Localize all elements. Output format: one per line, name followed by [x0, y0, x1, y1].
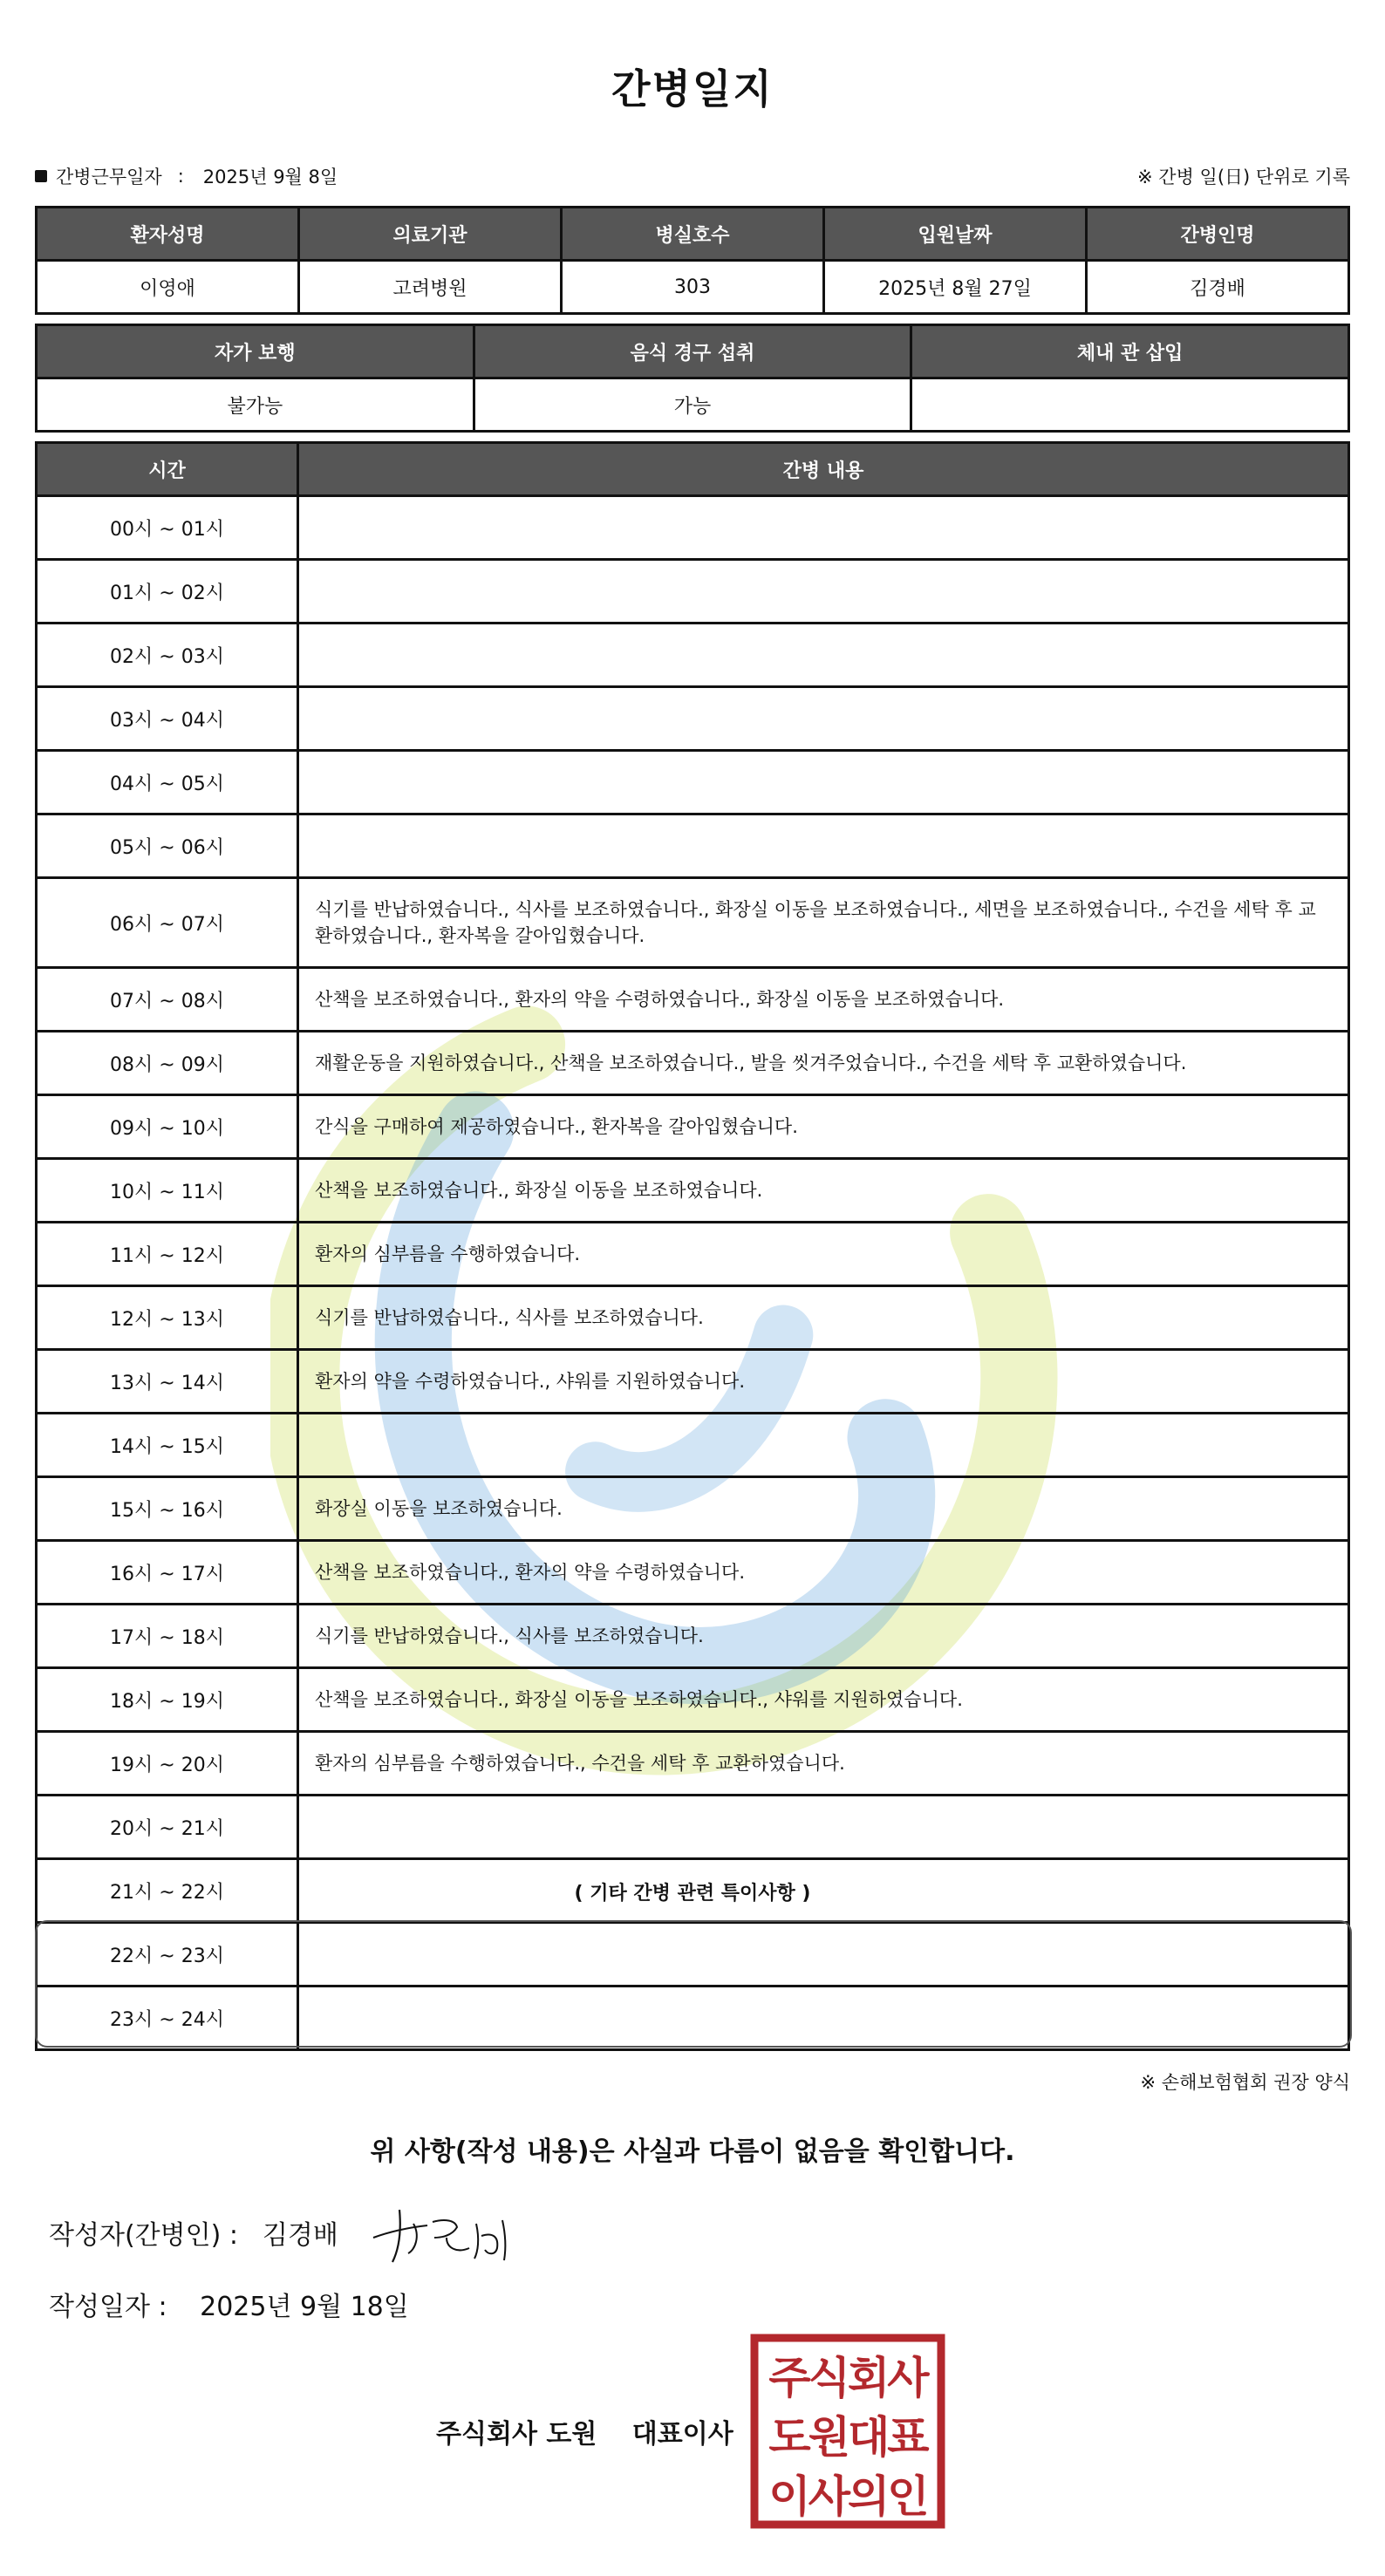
table-row	[37, 1350, 1349, 1414]
care-content-cell	[298, 1796, 1349, 1859]
table-row	[37, 1796, 1349, 1859]
care-content-cell	[298, 624, 1349, 687]
care-content-cell: 산책을 보조하였습니다., 환자의 약을 수령하였습니다., 화장실 이동을 보조하였습니다.	[298, 968, 1349, 1032]
work-date-separator: :	[177, 166, 184, 187]
time-cell: 05시 ~ 06시	[37, 814, 298, 878]
care-content-cell	[298, 496, 1349, 560]
table-row	[37, 496, 1349, 560]
table-row	[37, 878, 1349, 968]
time-cell: 13시 ~ 14시	[37, 1350, 298, 1414]
table-row	[37, 624, 1349, 687]
header-patient-name: 환자성명	[37, 208, 299, 261]
room-number: 303	[562, 261, 824, 314]
time-cell: 06시 ~ 07시	[37, 878, 298, 968]
company-name: 주식회사 도원	[436, 2419, 597, 2450]
confirm-statement: 위 사항(작성 내용)은 사실과 다름이 없음을 확인합니다.	[370, 2136, 1015, 2167]
table-row	[37, 1414, 1349, 1477]
time-cell: 20시 ~ 21시	[37, 1796, 298, 1859]
care-content-cell: 식기를 반납하였습니다., 식사를 보조하였습니다., 화장실 이동을 보조하였습니다., 세면을 보조하였습니다., 수건을 세탁 후 교환하였습니다., 환자복을 갈아입혔습니다.	[298, 878, 1349, 968]
oral-intake: 가능	[474, 378, 911, 432]
time-cell: 14시 ~ 15시	[37, 1414, 298, 1477]
header-tube-insertion: 체내 관 삽입	[911, 325, 1349, 378]
care-content-cell: 간식을 구매하여 제공하였습니다., 환자복을 갈아입혔습니다.	[298, 1095, 1349, 1159]
header-care-content: 간병 내용	[298, 443, 1349, 496]
writer-name: 김경배	[262, 2220, 338, 2251]
care-content-cell	[298, 1859, 1349, 1923]
care-content-cell: 식기를 반납하였습니다., 식사를 보조하였습니다.	[298, 1286, 1349, 1350]
care-log-table	[35, 441, 1350, 2051]
work-date-label: 간병근무일자	[56, 167, 162, 187]
table-row	[37, 814, 1349, 878]
table-row	[37, 560, 1349, 624]
patient-name: 이영애	[37, 261, 299, 314]
care-content-cell: 환자의 심부름을 수행하였습니다.	[298, 1223, 1349, 1286]
time-cell: 17시 ~ 18시	[37, 1605, 298, 1668]
care-content-cell: 산책을 보조하였습니다., 화장실 이동을 보조하였습니다., 샤워를 지원하였습니다.	[298, 1668, 1349, 1732]
header-room-number: 병실호수	[562, 208, 824, 261]
care-content-cell	[298, 1414, 1349, 1477]
table-row	[37, 1605, 1349, 1668]
signature-image	[366, 2198, 532, 2267]
company-title: 대표이사	[631, 2419, 733, 2450]
header-time: 시간	[37, 443, 298, 496]
care-content-cell	[298, 560, 1349, 624]
svg-text:도원대표: 도원대표	[768, 2412, 927, 2463]
time-cell: 21시 ~ 22시	[37, 1859, 298, 1923]
work-date-value: 2025년 9월 8일	[202, 167, 338, 187]
svg-text:이사의인: 이사의인	[768, 2471, 927, 2522]
care-content-cell	[298, 1923, 1349, 1987]
time-cell: 23시 ~ 24시	[37, 1987, 298, 2050]
care-content-cell	[298, 1987, 1349, 2050]
table-row	[37, 1032, 1349, 1095]
hospital: 고려병원	[299, 261, 562, 314]
recommend-note: ※ 손해보험협회 권장 양식	[1140, 2072, 1350, 2093]
care-content-cell: 식기를 반납하였습니다., 식사를 보조하였습니다.	[298, 1605, 1349, 1668]
table-row	[37, 1095, 1349, 1159]
patient-condition-table	[35, 324, 1350, 433]
company-line	[436, 2412, 733, 2450]
table-row	[37, 1541, 1349, 1605]
time-cell: 16시 ~ 17시	[37, 1541, 298, 1605]
time-cell: 03시 ~ 04시	[37, 687, 298, 751]
care-content-cell: 환자의 심부름을 수행하였습니다., 수건을 세탁 후 교환하였습니다.	[298, 1732, 1349, 1796]
company-seal-image	[750, 2334, 945, 2529]
table-row	[37, 751, 1349, 814]
table-row	[37, 1223, 1349, 1286]
time-cell: 12시 ~ 13시	[37, 1286, 298, 1350]
care-content-cell: 산책을 보조하였습니다., 화장실 이동을 보조하였습니다.	[298, 1159, 1349, 1223]
square-bullet-icon	[35, 170, 47, 182]
time-cell: 10시 ~ 11시	[37, 1159, 298, 1223]
header-hospital: 의료기관	[299, 208, 562, 261]
written-date-label: 작성일자 :	[49, 2292, 167, 2322]
time-cell: 09시 ~ 10시	[37, 1095, 298, 1159]
time-cell: 18시 ~ 19시	[37, 1668, 298, 1732]
table-row	[37, 1286, 1349, 1350]
header-admission-date: 입원날짜	[824, 208, 1087, 261]
caregiver-name: 김경배	[1087, 261, 1349, 314]
care-content-cell: 환자의 약을 수령하였습니다., 샤워를 지원하였습니다.	[298, 1350, 1349, 1414]
tube-insertion	[911, 378, 1349, 432]
admission-date: 2025년 8월 27일	[824, 261, 1087, 314]
table-row	[37, 687, 1349, 751]
time-cell: 11시 ~ 12시	[37, 1223, 298, 1286]
care-content-cell: 재활운동을 지원하였습니다., 산책을 보조하였습니다., 발을 씻겨주었습니다., 수건을 세탁 후 교환하였습니다.	[298, 1032, 1349, 1095]
writer-label: 작성자(간병인) :	[49, 2220, 238, 2251]
work-date-line	[35, 162, 1350, 190]
time-cell: 15시 ~ 16시	[37, 1477, 298, 1541]
table-row	[37, 1732, 1349, 1796]
care-content-cell	[298, 751, 1349, 814]
time-cell: 02시 ~ 03시	[37, 624, 298, 687]
care-content-cell	[298, 687, 1349, 751]
header-oral-intake: 음식 경구 섭취	[474, 325, 911, 378]
header-caregiver-name: 간병인명	[1087, 208, 1349, 261]
written-date-value: 2025년 9월 18일	[200, 2292, 409, 2322]
time-cell: 19시 ~ 20시	[37, 1732, 298, 1796]
time-cell: 08시 ~ 09시	[37, 1032, 298, 1095]
table-row	[37, 968, 1349, 1032]
self-walking: 불가능	[37, 378, 474, 432]
time-cell: 22시 ~ 23시	[37, 1923, 298, 1987]
unit-note: ※ 간병 일(日) 단위로 기록	[1137, 167, 1350, 187]
header-self-walking: 자가 보행	[37, 325, 474, 378]
time-cell: 07시 ~ 08시	[37, 968, 298, 1032]
table-row	[37, 1477, 1349, 1541]
time-cell: 01시 ~ 02시	[37, 560, 298, 624]
time-cell: 00시 ~ 01시	[37, 496, 298, 560]
page-title: 간병일지	[611, 65, 774, 112]
care-content-cell: 산책을 보조하였습니다., 환자의 약을 수령하였습니다.	[298, 1541, 1349, 1605]
care-content-cell: 화장실 이동을 보조하였습니다.	[298, 1477, 1349, 1541]
svg-text:주식회사: 주식회사	[768, 2353, 927, 2403]
remarks-title: ( 기타 간병 관련 특이사항 )	[574, 1883, 811, 1905]
written-date-line	[49, 2285, 409, 2323]
writer-line	[49, 2213, 338, 2252]
patient-info-table	[35, 206, 1350, 315]
care-content-cell	[298, 814, 1349, 878]
table-row	[37, 1159, 1349, 1223]
time-cell: 04시 ~ 05시	[37, 751, 298, 814]
table-row	[37, 1668, 1349, 1732]
